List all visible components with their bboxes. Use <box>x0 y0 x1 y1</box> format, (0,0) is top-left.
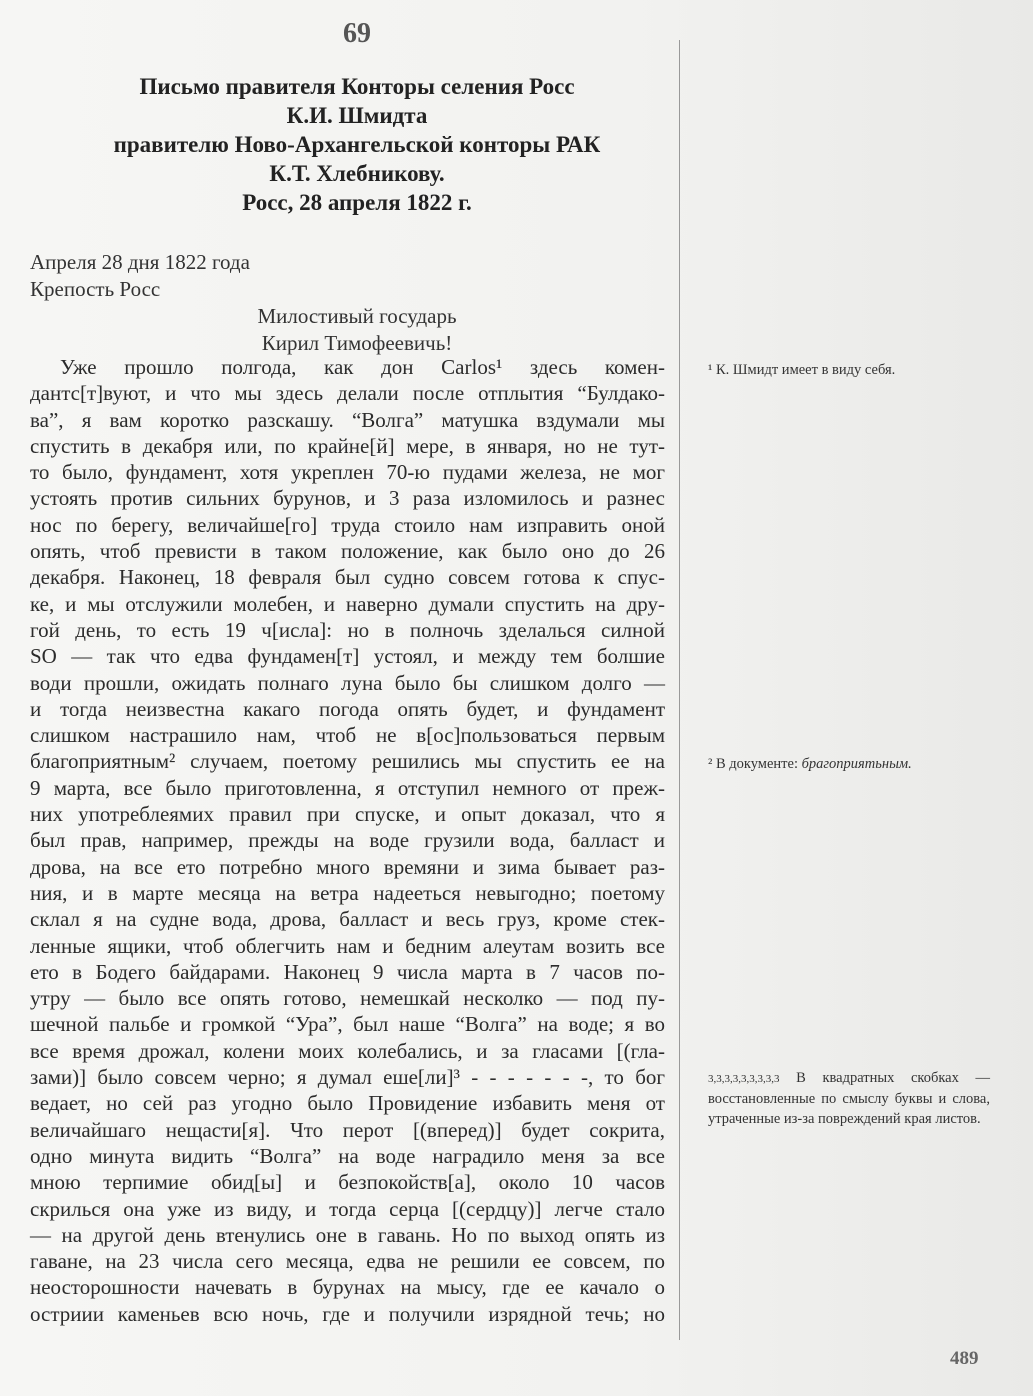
body-line: мною терпимие обид[ы] и безпокойств[а], около 10 часов <box>30 1170 665 1195</box>
body-line: величайшаго нещасти[я]. Что перот [(вперед)] будет сокрита, <box>30 1117 665 1142</box>
body-line: ведает, но сей раз угодно было Провидение избавить меня от <box>30 1091 665 1116</box>
body-line: неосторошности начевать в бурунах на мысу, где ее качало о <box>30 1275 665 1300</box>
body-line: спустить в декабря или, по крайне[й] мере, в января, но не тут- <box>30 433 665 458</box>
body-line: води прошли, ожидать полнаго луна было бы слишком долго — <box>30 670 665 695</box>
body-line: них употреблеямих правил при спуске, и опыт доказал, что я <box>30 802 665 827</box>
body-line: опять, чтоб превисти в таком положение, как было оно до 26 <box>30 539 665 564</box>
body-line: ето в Бодего байдарами. Наконец 9 числа марта в 7 часов по- <box>30 959 665 984</box>
body-line: был прав, например, прежды на воде грузили вода, балласт и <box>30 828 665 853</box>
footnote-1 <box>708 360 990 380</box>
footnote-text: В документе: <box>715 756 802 772</box>
title-line: Росс, 28 апреля 1822 г. <box>242 190 472 215</box>
footnote-2 <box>708 754 990 774</box>
body-line: склал я на судне вода, дрова, балласт и весь груз, кроме стек- <box>30 907 665 932</box>
body-line: 9 марта, все было приготовленна, я отступил немного от преж- <box>30 775 665 800</box>
title-line: Письмо правителя Конторы селения Росс <box>139 74 575 99</box>
body-line: утру — было все опять готово, немешкай несколко — под пу- <box>30 986 665 1011</box>
body-line: слишком настрашило нам, чтоб не в[ос]пользоваться первым <box>30 723 665 748</box>
document-title <box>0 72 714 217</box>
title-line: К.И. Шмидта <box>286 103 428 128</box>
footnote-text: В квадратных скобках — восстановленные по смыслу буквы и слова, утраченные из-за повреждений края листов. <box>708 1070 991 1127</box>
salutation-line: Кирил Тимофеевичь! <box>261 331 453 355</box>
body-line: шечной пальбе и громкой “Ура”, был наше “Волга” на воде; я во <box>30 1012 665 1037</box>
body-line: скрилься она уже из виду, и тогда серца [(сердцу)] легче стало <box>30 1196 665 1221</box>
body-line: устоять против сильних бурунов, и 3 раза изломилось и разнес <box>30 486 665 511</box>
body-line: ленные ящики, чтоб облегчить нам и бедним алеутам возить все <box>30 933 665 958</box>
body-line: дантс[т]вуют, и что мы здесь делали после отплытия “Булдако- <box>30 381 665 406</box>
footnote-text: К. Шмидт имеет в виду себя. <box>715 362 896 378</box>
body-line: Уже прошло полгода, как дон Carlos¹ здесь комен- <box>60 355 665 379</box>
body-line: благоприятным² случаем, поетому решились мы спустить ее на <box>30 749 665 774</box>
letter-place: Крепость Росс <box>30 277 161 301</box>
body-line: одно минута видить “Волга” на воде наградило меня за все <box>30 1143 665 1168</box>
title-line: правителю Ново-Архангельской конторы РАК <box>113 132 601 157</box>
column-divider <box>679 40 680 1340</box>
footnote-quote: брагоприятьным. <box>801 756 912 772</box>
salutation-line: Милостивый государь <box>257 304 457 328</box>
body-line: декабря. Наконец, 18 февраля был судно совсем готова к спус- <box>30 565 665 590</box>
document-number: 69 <box>343 18 371 49</box>
letter-date: Апреля 28 дня 1822 года <box>30 250 250 274</box>
body-line: гаване, на 23 числа сего месяца, едва не решили ее совсем, по <box>30 1249 665 1274</box>
body-line: нос по берегу, величайше[го] труда стоило нам изправить оной <box>30 512 665 537</box>
footnote-mark: 3,3,3,3,3,3,3,3,3 <box>708 1073 780 1085</box>
title-line: К.Т. Хлебникову. <box>269 161 445 186</box>
body-line: и тогда неизвестна какаго погода опять будет, и фундамент <box>30 696 665 721</box>
footnote-mark: ² <box>708 756 713 772</box>
body-line: все время дрожал, колени моих колебались, и за гласами [(гла- <box>30 1038 665 1063</box>
body-line: остриии каменьев всю ночь, где и получили изрядной течь; но <box>30 1301 665 1326</box>
footnote-mark: ¹ <box>708 362 713 378</box>
body-line: то было, фундамент, хотя укреплен 70-ю пудами железа, не мог <box>30 460 665 485</box>
footnote-3 <box>708 1068 990 1129</box>
body-line: ния, и в марте месяца на ветра надееться невыгодно; поетому <box>30 880 665 905</box>
body-line: дрова, на все ето потребно много времяни и зима бывает раз- <box>30 854 665 879</box>
page-number: 489 <box>950 1348 979 1369</box>
body-line: — на другой день втенулись оне в гавань. Но по выход опять из <box>30 1222 665 1247</box>
body-line: SO — так что едва фундамен[т] устоял, и между тем болшие <box>30 644 665 669</box>
body-line: гой день, то есть 19 ч[исла]: но в полночь зделалься силной <box>30 617 665 642</box>
body-line: ва”, я вам коротко разскашу. “Волга” матушка вздумали мы <box>30 407 665 432</box>
body-line: зами)] было совсем черно; я думал еше[ли]³ - - - - - - -, то бог <box>30 1065 665 1090</box>
body-line: ке, и мы отслужили молебен, и наверно думали спустить на дру- <box>30 591 665 616</box>
letter-body <box>30 354 665 1327</box>
